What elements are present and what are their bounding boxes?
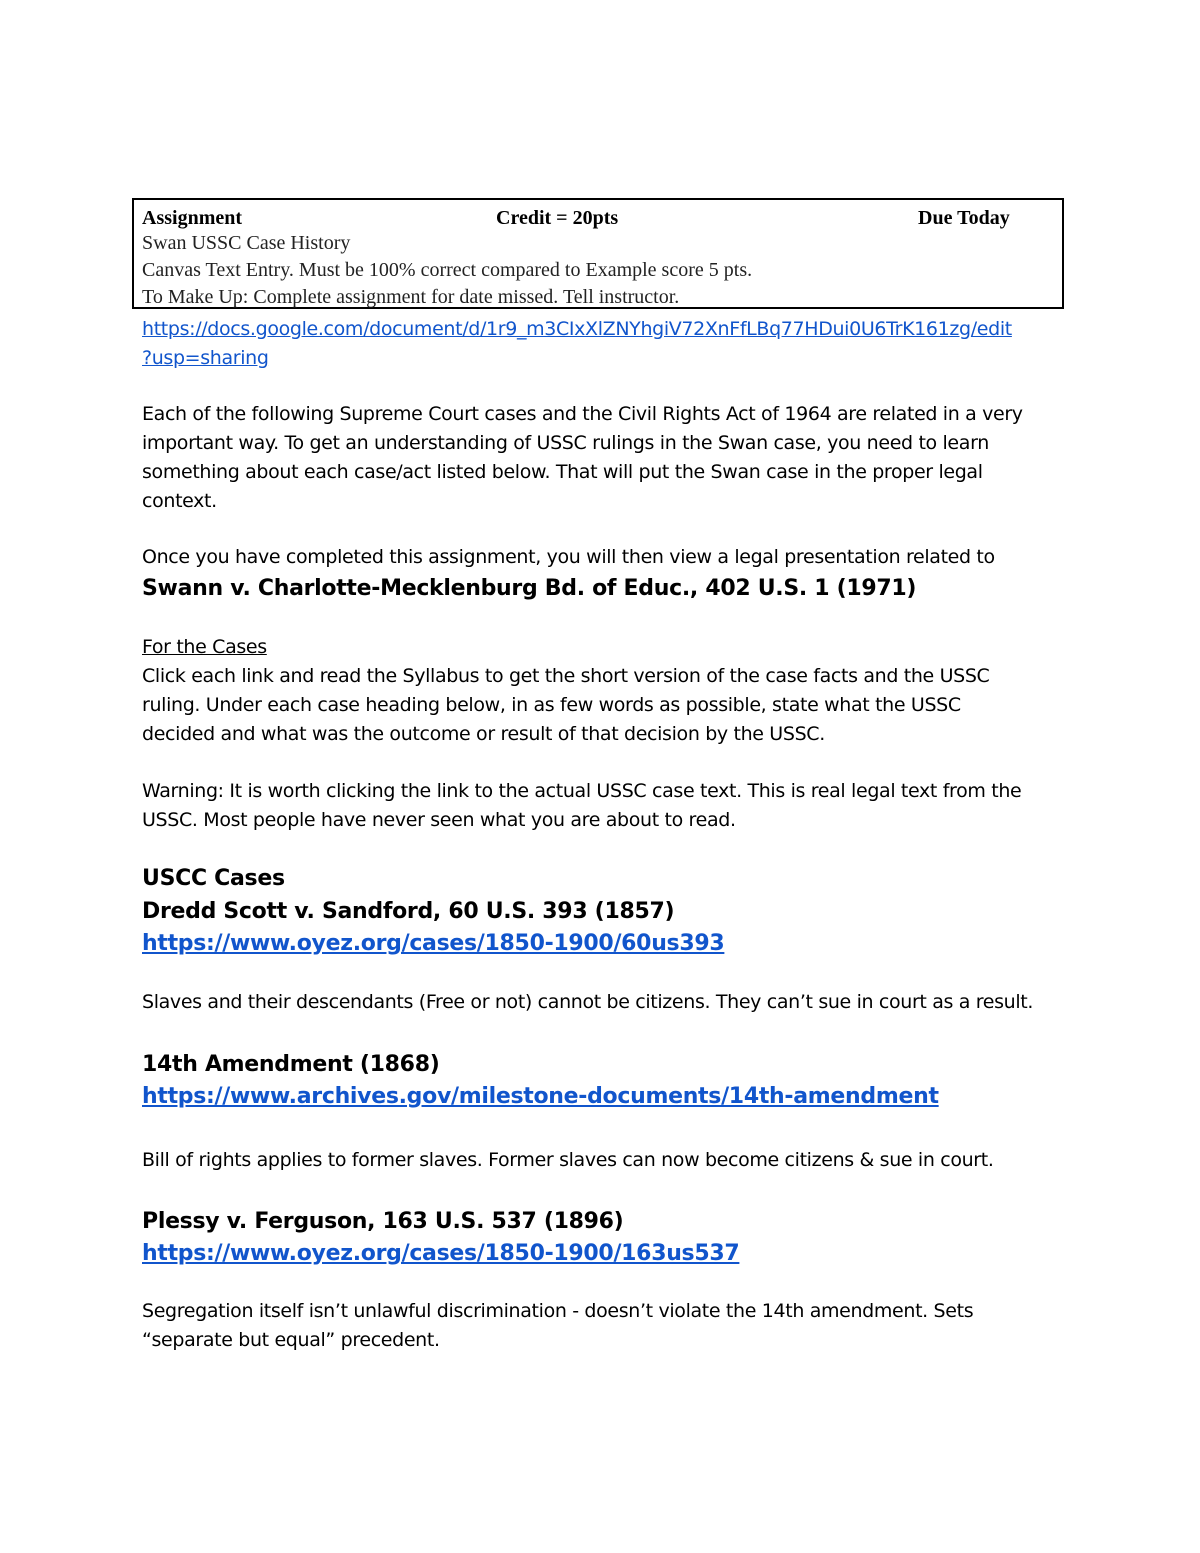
case-link-dredd-scott[interactable]: https://www.oyez.org/cases/1850-1900/60us393: [142, 931, 725, 956]
credit-label: Credit = 20pts: [496, 207, 619, 229]
warning-line: Warning: It is worth clicking the link to the actual USSC case text. This is real legal text from the: [142, 780, 1022, 802]
intro-line: context.: [142, 490, 217, 512]
case-title-plessy: Plessy v. Ferguson, 163 U.S. 537 (1896): [142, 1209, 624, 1234]
due-label: Due Today: [918, 207, 1010, 229]
intro-line: something about each case/act listed below. That will put the Swan case in the proper legal: [142, 461, 983, 483]
doc-link[interactable]: [142, 315, 1012, 373]
intro-paragraph: [142, 400, 1023, 516]
case-summary-plessy: [142, 1297, 973, 1355]
warning-line: USSC. Most people have never seen what you are about to read.: [142, 809, 736, 831]
doc-link-line-2[interactable]: ?usp=sharing: [142, 347, 269, 369]
for-cases-heading: For the Cases: [142, 636, 267, 658]
case-title-dredd-scott: Dredd Scott v. Sandford, 60 U.S. 393 (1857): [142, 899, 675, 924]
assignment-header-row: [142, 202, 1062, 230]
intro-line: Each of the following Supreme Court cases and the Civil Rights Act of 1964 are related in a very: [142, 403, 1023, 425]
case-link-14th-amendment[interactable]: https://www.archives.gov/milestone-documents/14th-amendment: [142, 1084, 939, 1109]
warning-paragraph: [142, 777, 1021, 835]
doc-link-line-1[interactable]: https://docs.google.com/document/d/1r9_m3CIxXlZNYhgiV72XnFfLBq77HDui0U6TrK161zg/edit: [142, 318, 1012, 340]
for-cases-line: decided and what was the outcome or result of that decision by the USSC.: [142, 723, 825, 745]
for-cases-line: ruling. Under each case heading below, in as few words as possible, state what the USSC: [142, 694, 961, 716]
for-cases-line: Click each link and read the Syllabus to get the short version of the case facts and the USSC: [142, 665, 990, 687]
assignment-submission: Canvas Text Entry. Must be 100% correct compared to Example score 5 pts.: [142, 259, 753, 281]
assignment-makeup: To Make Up: Complete assignment for date missed. Tell instructor.: [142, 286, 680, 308]
assignment-box: [132, 198, 1064, 309]
case-summary-dredd-scott: Slaves and their descendants (Free or not) cannot be citizens. They can’t sue in court as a result.: [142, 991, 1034, 1013]
case-summary-14th-amendment: Bill of rights applies to former slaves. Former slaves can now become citizens & sue in court.: [142, 1149, 994, 1171]
intro-presentation-line: Once you have completed this assignment, you will then view a legal presentation related to: [142, 546, 995, 568]
case-summary-line: Segregation itself isn’t unlawful discrimination - doesn’t violate the 14th amendment. Sets: [142, 1300, 974, 1322]
intro-line: important way. To get an understanding of USSC rulings in the Swan case, you need to learn: [142, 432, 989, 454]
cases-heading: USCC Cases: [142, 866, 285, 891]
for-cases-section: [142, 633, 989, 749]
case-title-14th-amendment: 14th Amendment (1868): [142, 1052, 440, 1077]
case-summary-line: “separate but equal” precedent.: [142, 1329, 440, 1351]
assignment-title: Swan USSC Case History: [142, 232, 351, 254]
case-link-plessy[interactable]: https://www.oyez.org/cases/1850-1900/163us537: [142, 1241, 740, 1266]
swann-case-title: Swann v. Charlotte-Mecklenburg Bd. of Educ., 402 U.S. 1 (1971): [142, 576, 917, 601]
assignment-label: Assignment: [142, 207, 243, 229]
